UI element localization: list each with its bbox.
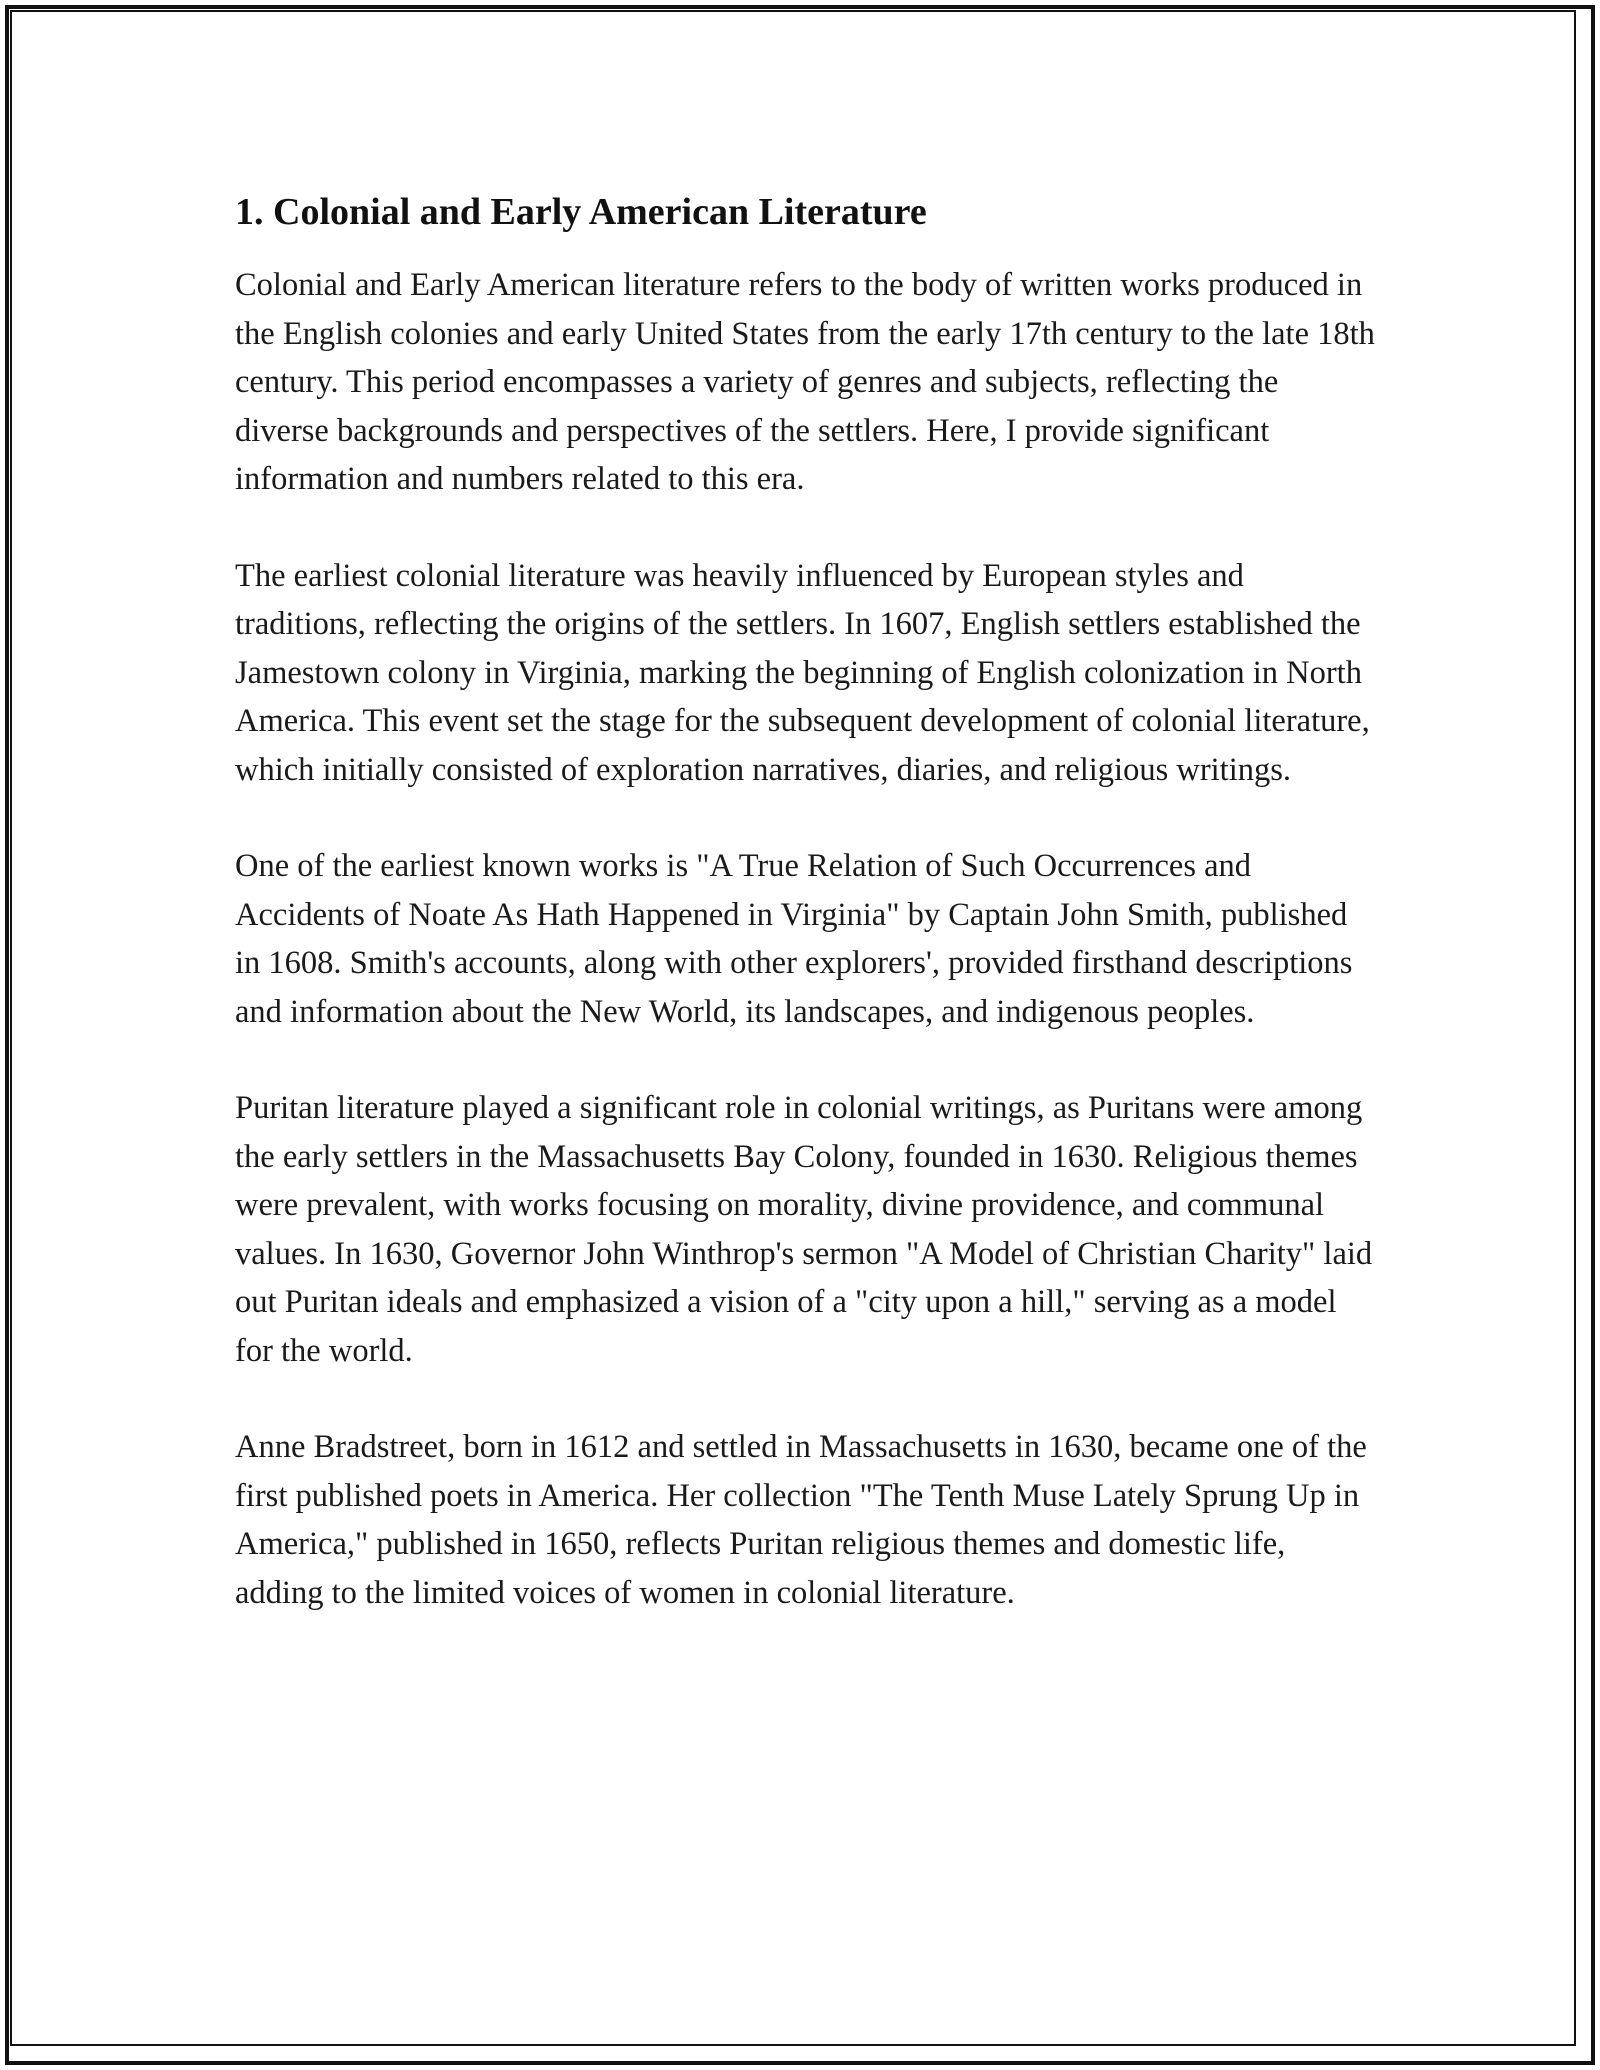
paragraph-puritan-literature: Puritan literature played a significant role in colonial writings, as Puritans were among the early settlers in the Massachusetts Bay Colony, founded in 1630. Religious themes were prevalent, with works focusing on morality, divine providence, and communal values. In 1630, Governor John Winthrop's sermon "A Model of Christian Charity" laid out Puritan ideals and emphasized a vision of a "city upon a hill," serving as a model for the world. <box>235 1090 1373 1369</box>
document-body <box>235 180 1375 1665</box>
paragraph-introduction: Colonial and Early American literature refers to the body of written works produced in the English colonies and early United States from the early 17th century to the late 18th century. This period encompasses a variety of genres and subjects, reflecting the diverse backgrounds and perspectives of the settlers. Here, I provide significant information and numbers related to this era. <box>235 267 1375 497</box>
paragraph-jamestown: The earliest colonial literature was heavily influenced by European styles and traditions, reflecting the origins of the settlers. In 1607, English settlers established the Jamestown colony in Virginia, marking the beginning of English colonization in North America. This event set the stage for the subsequent development of colonial literature, which initially consisted of exploration narratives, diaries, and religious writings. <box>235 557 1370 788</box>
paragraph-john-smith: One of the earliest known works is "A True Relation of Such Occurrences and Accidents of Noate As Hath Happened in Virginia" by Captain John Smith, published in 1608. Smith's accounts, along with other explorers', provided firsthand descriptions and information about the New World, its landscapes, and indigenous peoples. <box>235 848 1353 1030</box>
section-heading: 1. Colonial and Early American Literature <box>235 191 927 233</box>
paragraph-anne-bradstreet: Anne Bradstreet, born in 1612 and settled in Massachusetts in 1630, became one of the first published poets in America. Her collection "The Tenth Muse Lately Sprung Up in America," published in 1650, reflects Puritan religious themes and domestic life, adding to the limited voices of women in colonial literature. <box>235 1429 1367 1611</box>
